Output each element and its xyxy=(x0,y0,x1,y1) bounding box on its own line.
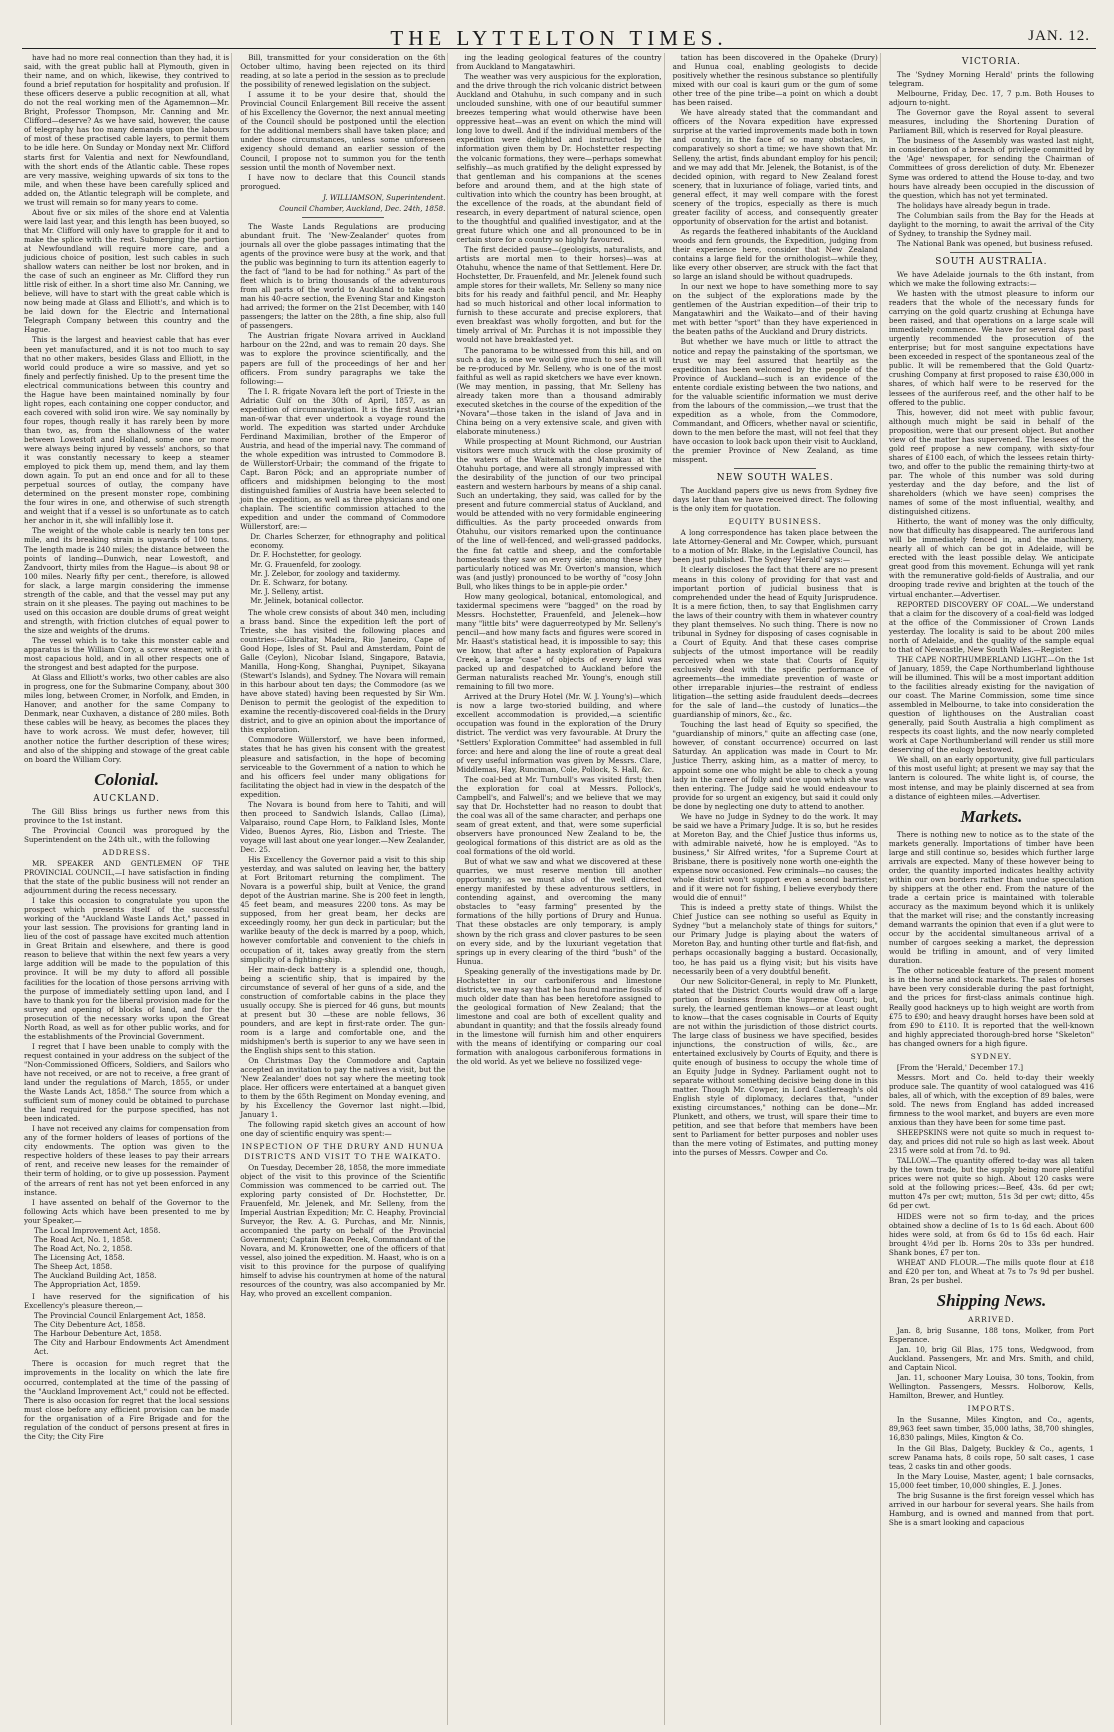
paragraph: [From the 'Herald,' December 17.] xyxy=(896,1062,1024,1072)
paragraph: tation has been discovered in the Opaheke (Drury) and Hunua coal, enabling geologists to decide positively whether the resinous substance so plentifully mixed with our coal is kauri gum or the gum of some other tree of the pine tribe—a point on which a doubt has been raised. xyxy=(672,53,878,108)
paragraph: I have now to declare that this Council stands prorogued. xyxy=(240,172,446,191)
paragraph: HIDES were not so firm to-day, and the prices obtained show a decline of 1s to 1s 6d each. About 600 hides were sold, at from 6s 6d to 15s 6d each. Hair brought 4½d per lb. Horns 20s to 33s per hundred. Shank bones, £7 per ton. xyxy=(888,1211,1095,1257)
paragraph: The I. R. frigate Novara left the port of Trieste in the Adriatic Gulf on the 30th of April, 1857, as an expedition of circumnavigation. It is the first Austrian man-of-war that ever undertook a voyage round the world. The expedition was started under Archduke Ferdinand Maximilian, brother of the Emperor of Austria, and head of the imperial navy. The command of the whole expedition was intrusted to Commodore B. de Wüllerstorf-Urbair; the command of the frigate to Capt. Baron Pöck; and an appropriate number of officers and midshipmen belonging to the most distinguished families of Austria have been selected to join the expedition, as well as three physicians and one chaplain. The scientific commission attached to the expedition and under the command of Commodore Wüllerstorf, are:— xyxy=(240,386,446,532)
subheading-address: ADDRESS. xyxy=(102,847,152,857)
paragraph: The weather was very auspicious for the exploration, and the drive through the rich volcanic district between Auckland and Otahuhu, in such company and in such unclouded sunshine, with one of our beautiful summer breezes tempering what would otherwise have been oppressive heat—was an event on which the mind will long love to dwell. And if the individual members of the expedition were delighted and instructed by the information given them by Dr. Hochstetter respecting the volcanic formations, they were—perhaps somewhat selfishly—as much gratified by the delight expressed by that gentleman and his companions at the scenes before and around them, and at the high state of cultivation into which the country has been brought, at the excellence of the roads, at the abundant field of research, in every department of natural science, open to the thoughtful and qualified investigator, and at the great future which one and all pronounced to be in certain store for a country so highly favoured. xyxy=(456,72,662,244)
paragraph: On Christmas Day the Commodore and Captain accepted an invitation to pay the natives a visit, but the 'New Zealander' does not say where the meeting took place. Her officers were entertained at a banquet given to them by the 65th Regiment on Monday evening, and by his Excellency the Governor last night.—Ibid, January 1. xyxy=(240,1056,446,1120)
paragraph: I have assented on behalf of the Governor to the following Acts which have been presented to me by your Speaker,— xyxy=(24,1197,230,1225)
subheading-victoria: VICTORIA. xyxy=(961,57,1021,67)
list-item: The Appropriation Act, 1859. xyxy=(34,1280,141,1290)
paragraph: I have reserved for the signification of his Excellency's pleasure thereon,— xyxy=(24,1292,230,1311)
paragraph: The weight of the whole cable is nearly ten tons per mile, and its breaking strain is upwards of 100 tons. The length made is 240 miles; the distance between the points of landing—Dunwich, near Lowestoft, and Zandvoort, thirty miles from the Hague—is about 98 or 100 miles. Nearly fifty per cent., therefore, is allowed for slack, a large margin considering the immense strength of the cable, and that the vessel may put any strain on it she pleases. The paying out machines to be used on this occasion are double drums of great weight and strength, with friction clutches of equal power to the size and weights of the drums. xyxy=(24,526,230,635)
section-heading-shipping-news: Shipping News. xyxy=(936,1290,1047,1310)
paragraph: The vessel which is to take this monster cable and apparatus is the William Cory, a screw steamer, with a most capacious hold, and in all other respects one of the strongest and best adapted for the purpose. xyxy=(24,636,230,673)
paragraph: This is indeed a pretty state of things. Whilst the Chief Justice can see nothing so useful as Equity in Sydney "but a melancholy state of things for suitors," our Primary Judge is playing about the waters of Moreton Bay, and hunting other turtle and flat-fish, and perhaps occasionally bagging a bustard. Occasionally, too, he has paid us a flying visit; but his visits have necessarily been of a very doubtful benefit. xyxy=(672,903,878,976)
paragraph: I assume it to be your desire that, should the Provincial Council Enlargement Bill receive the assent of his Excellency the Governor, the next annual meeting of the Council should be postponed until the election for the additional members shall have taken place; and under those circumstances, unless some unforeseen exigency should demand an earlier session of the Council, I propose not to summon you for the tenth session until the month of November next. xyxy=(240,90,446,172)
subheading-auckland: AUCKLAND. xyxy=(93,793,160,804)
paragraph: Melbourne, Friday, Dec. 17, 7 p.m. Both Houses to adjourn to-night. xyxy=(888,89,1095,108)
paragraph: Jan. 10, brig Gil Blas, 175 tons, Wedgwood, from Auckland. Passengers, Mr. and Mrs. Smith, and child, and Captain Nicol. xyxy=(888,1345,1095,1373)
paragraph: The holidays have already begun in trade. xyxy=(896,200,1051,210)
paragraph: The first decided pause—(geologists, naturalists, and artists are mortal men to their horses)—was at Otahuhu, whence the name of that Settlement. Here Dr. Hochstetter, Dr. Frauenfeld, and Mr. Jelenek found such ample stores for their wallets, Mr. Selleny so many nice bits for his ready and faithful pencil, and Mr. Heaphy had so much historical and other local information to furnish to these accurate and precise explorers, that even breakfast was wholly forgotten, and but for the timely arrival of Mr. Purchas it is not impossible they would not have breakfasted yet. xyxy=(456,244,662,345)
paragraph: The coal-bed at Mr. Turnbull's was visited first; then the exploration for coal at Messrs. Pollock's, Campbell's, and Falwell's; and we believe that we may say that Dr. Hochstetter had no reason to doubt that the coal was all of the same character, and perhaps one seam of great extent, and that, were some superficial observers have pronounced New Zealand to be, the geological formations of this district are as old as the coal formations of the old world. xyxy=(456,774,662,857)
reserved-acts-list xyxy=(34,1311,229,1356)
list-item: Mr. J. Selleny, artist. xyxy=(250,586,324,596)
list-item: The Road Act, No. 1, 1858. xyxy=(34,1234,133,1244)
paragraph: While prospecting at Mount Richmond, our Austrian visitors were much struck with the close proximity of the waters of the Waitemata and Manukau at the Otahuhu portage, and were all strongly impressed with the desirability of the junction of our two principal eastern and western harbours by means of a ship canal. Such an undertaking, they said, was called for by the present and future commercial status of Auckland, and would be attended with no very formidable engineering difficulties. As the party proceeded onwards from Otahuhu, our visitors remarked upon the continuance of the line of well-fenced, and well-grassed paddocks, the fine fat cattle and sheep, and the comfortable homesteads they saw on every side; among these they particularly noticed was Mr. Overton's mansion, which was (and justly) pronounced to be worthy of "cosy John Bull, who likes things to be in apple-pie order." xyxy=(456,436,662,591)
paragraph: The whole crew consists of about 340 men, including a brass band. Since the expedition left the port of Trieste, she has visited the following places and countries:—Gibraltar, Madeira, Rio Janeiro, Cape of Good Hope, Isles of St. Paul and Amsterdam, Point de Galle (Ceylon), Nicobar Island, Singapore, Batavia, Manilla, Hong-Kong, Shanghai, Puynipet, Sikayana (Stewart's Islands), and Sydney. The Novara will remain in this harbour about ten days; the Commodore (as we have above stated) having been requested by Sir Wm. Denison to permit the geologist of the expedition to examine the recently-discovered coal-fields in the Drury district, and to give an opinion about the importance of this exploration. xyxy=(240,607,446,735)
paragraph: On Tuesday, December 28, 1858, the more immediate object of the visit to this province of the Scientific Commission was commenced to be carried out. The exploring party consisted of Dr. Hochstetter, Dr. Frauenfeld, Mr. Jelenek, and Mr. Selleny, from the Imperial Austrian Expedition; Mr. C. Heaphy, Provincial Surveyor, the Rev. A. G. Purchas, and Mr. Ninnis, accompanied the party on behalf of the Provincial Government; Captain Bacon Pecek, Commandant of the Novara, and M. Kronowetter, one of the officers of that vessel, also joined the expedition. M. Haast, who is on a visit to this province for the purpose of qualifying himself to advise his countrymen at home of the natural resources of the country, was also accompanied by Mr. Hay, who proved an excellent companion. xyxy=(240,1162,446,1299)
paragraph: This is the largest and heaviest cable that has ever been yet manufactured, and it is not too much to say that no other makers, besides Glass and Elliott, in the world could produce a wire so massive, and yet so finely and perfectly finished. Up to the present time the electrical communications between this country and the Hague have been maintained nominally by four light ropes, each containing one copper conductor, and each covered with solid iron wire. We say nominally by four ropes, though really it has rarely been by more than two, as, from the shallowness of the water between Lowestoft and Holland, some one or more were always being injured by vessels' anchors, so that it was constantly necessary to keep a steamer employed to pick them up, mend them, and lay them down again. To put an end once and for all to these perpetual sources of outlay, the company have determined on the present monster rope, combining the four wires in one, and otherwise of such strength and weight that if a vessel is so unfortunate as to catch her anchor in it, she will infallibly lose it. xyxy=(24,335,230,526)
paragraph: Arrived at the Drury Hotel (Mr. W. J. Young's)—which is now a large two-storied building, and where excellent accommodation is provided,—a scientific occupation was found in the exploration of the Drury district. The verdict was very favourable. At Drury the "Settlers' Exploration Committee" had assembled in full force: and here and along the line of route a great deal of very useful information was given by Messrs. Clare, Middlemas, Hay, Runciman, Cole, Pollock, S. Hall, &c. xyxy=(456,692,662,774)
paragraph: About five or six miles of the shore end at Valentia were laid last year, and this length has been buoyed, so that Mr. Clifford will only have to grapple for it and to make the splice with the rest. Submerging the portion at Newfoundland will require more care, and a judicious choice of position, lest such cables in such shallow waters can neither be lost nor broken, and in the case of such an engineer as Mr. Clifford they run little risk of either. In a short time also Mr. Canning, we believe, will have to start with the great cable which is now being made at Glass and Elliott's, and which is to be laid down for the Electric and International Telegraph Company between this country and the Hague. xyxy=(24,207,230,335)
paragraph: The following rapid sketch gives an account of how one day of scientific enquiry was spent:— xyxy=(240,1120,446,1139)
paragraph: Jan. 11, schooner Mary Louisa, 30 tons, Tookin, from Wellington. Passengers, Messrs. Holborow, Kells, Hamilton, Brewer, and Huntley. xyxy=(888,1373,1095,1401)
paragraph: Our new Solicitor-General, in reply to Mr. Plunkett, stated that the District Courts would draw off a large portion of business from the Supreme Court; but, surely, the learned gentleman knows—or at least ought to know—that the cases cognisable in Courts of Equity are not within the jurisdiction of those district courts. The large class of business we have specified, besides injunctions, the construction of wills, &c., are entertained exclusively by Courts of Equity, and there is quite enough of business to occupy the whole time of an Equity Judge in Sydney. Parliament ought not to separate without something decisive being done in this matter. Though Mr. Cowper, in Lord Castlereagh's old English style of diplomacy, declares that, "under existing circumstances," nothing can be done—Mr. Plunkett, and others, we trust, will spare their time to petition, and see that before that members have been sent to Parliament for better purposes and nobler uses than the mere voting of Estimates, and putting money into the purses of Messrs. Cowper and Co. xyxy=(672,976,878,1158)
paragraph: Bill, transmitted for your consideration on the 6th October ultimo, having been rejected on its third reading, at so late a period in the session as to preclude the possibility of renewed legislation on the subject. xyxy=(240,53,446,90)
subheading-arrived: ARRIVED. xyxy=(968,1314,1015,1324)
paragraph: But of what we saw and what we discovered at these quarries, we must reserve mention till another opportunity; as we must also of the well directed energy manifested by these adventurous settlers, in contending against, and overcoming the many obstacles to "easy farming" presented by the formations of the hilly portions of Drury and Hunua. That these obstacles are only temporary, is amply shown by the rich grass and clover pastures to be seen on every side, and by the luxuriant vegetation that springs up in every clearing of the third "bush" of the Hunua. xyxy=(456,857,662,966)
paragraph: This, however, did not meet with public favour, although much might be said in behalf of the proposition, were that our present object. But another view of the matter has supervened. The lessees of the gold reef propose a new company, with sixty-four shares of £100 each, of which the lessees retain thirty-two, and offer to the public the remaining thirty-two at par. The whole of this number was sold during yesterday and the day before, and the list of shareholders (which we have seen) comprises the names of some of the most influential, wealthy, and distinguished citizens. xyxy=(888,407,1095,517)
paragraph: The other noticeable feature of the present moment is in the horse and stock markets. The sales of horses have been very considerable during the past fortnight, and the prices for first-class animals continue high. Really good hackneys up to high weight are worth from £75 to £90; and heavy draught horses have been sold at from £90 to £110. It is reported that the well-known and highly appreciated thorough-bred horse "Skeleton" has changed owners for a high figure. xyxy=(888,966,1095,1048)
paragraph: THE CAPE NORTHUMBERLAND LIGHT.—On the 1st of January, 1859, the Cape Northumberland lighthouse will be illumined. This will be a most important addition to the facilities already existing for the navigation of our coast. The Marine Commission, some time since assembled in Melbourne, to take into consideration the question of lighthouses on the Australian coast generally, paid South Australia a high compliment as respects its coast lights, and the now nearly completed work at Cape Northumberland will render us still more deserving of the eulogy bestowed. xyxy=(888,654,1095,755)
paragraph: At Glass and Elliott's works, two other cables are also in progress, one for the Submarine Company, about 300 miles long, between Cromer, in Norfolk, and Emden, in Hanover, and another for the same Company to Denmark, near Cuxhaven, a distance of 280 miles. Both these cables will be heavy, as becomes the places they have to work across. We must defer, however, till another notice the further description of these wires; and also of the shipping and stowage of the great cable on board the William Cory. xyxy=(24,673,230,764)
column-5 xyxy=(887,53,1096,1725)
paragraph: The Austrian frigate Novara arrived in Auckland harbour on the 22nd, and was to remain 20 days. She was to explore the province scientifically, and the papers are full of the proceedings of her and her officers. From sundry paragraphs we take the following:— xyxy=(240,331,446,386)
paragraph: The National Bank was opened, but business refused. xyxy=(896,238,1093,248)
paragraph: But whether we have much or little to attract the notice and repay the painstaking of the sportsman, we trust we may feel assured that heartily as the expedition has been welcomed by the people of the Province of Auckland—such is an evidence of the entente cordiale existing between the two nations, and for the valuable scientific information we must derive from the labours of the commission,—we trust that the expedition as a whole, from the Commodore, Commandant, and Officers, whether naval or scientific, down to the men before the mast, will not feel that they have occasion to look back upon their visit to Auckland, the premier Province of New Zealand, as time misspent. xyxy=(672,337,878,465)
paragraph: A long correspondence has taken place between the late Attorney-General and Mr. Cowper, which, pursuant to a motion of Mr. Blake, in the Legislative Council, has been just published. The Sydney 'Herald' says:— xyxy=(672,528,878,565)
paragraph: Commodore Wüllerstorf, we have been informed, states that he has given his consent with the greatest pleasure and satisfaction, in the hope of becoming serviceable to the Government of a nation to which he and his officers feel under many obligations for facilitating the object had in view in the despatch of the expedition. xyxy=(240,735,446,799)
section-heading-markets: Markets. xyxy=(960,806,1023,826)
list-item: The Licensing Act, 1858. xyxy=(34,1252,125,1262)
paragraph: The Columbian sails from the Bay for the Heads at daylight to the morning, to await the arrival of the City of Sydney, to tranship the Sydney mail. xyxy=(888,210,1095,238)
list-item: The Auckland Building Act, 1858. xyxy=(34,1271,157,1280)
columns xyxy=(22,53,1096,1725)
list-item: The Provincial Council Enlargement Act, 1858. xyxy=(34,1311,206,1321)
subheading-sydney: SYDNEY. xyxy=(970,1051,1013,1061)
list-item: The City Debenture Act, 1858. xyxy=(34,1320,146,1330)
paragraph: WHEAT AND FLOUR.—The mills quote flour at £18 and £20 per ton, and Wheat at 7s to 7s 9d per bushel. Bran, 2s per bushel. xyxy=(888,1257,1095,1285)
paragraph: I regret that I have been unable to comply with the request contained in your address on the subject of the "Non-Commissioned Officers, Soldiers, and Sailors who have not received, or are not to receive, a free grant of land under the regulations of March, 1855, or under the Waste Lands Act, 1858." The source from which a sufficient sum of money could be obtained to purchase the land required for the purpose specified, has not been indicated. xyxy=(24,1041,230,1124)
subheading-south-australia: SOUTH AUSTRALIA. xyxy=(935,256,1048,267)
paragraph: We have already stated that the commandant and officers of the Novara expedition have expressed surprise at the varied improvements made both in town and country, in the face of so many obstacles, in comparatively so short a time; we have shown that Mr. Selleny, the artist, finds abundant employ for his pencil; and we may add that Mr. Jelenek, the Botanist, is of the decided opinion, with regard to New Zealand forest scenery, that in luxuriance of foliage, varied tints, and general effect, it may well compare with the forest scenery of the tropics, especially as there is much greater facility of access, and consequently greater opportunity of observation for the artist and botanist. xyxy=(672,108,878,226)
paragraph: His Excellency the Governor paid a visit to this ship yesterday, and was saluted on leaving her, the battery at Fort Britomart returning the compliment. The Novara is a powerful ship, built at Venice, the grand depot of the Austrian marine. She is 200 feet in length, 45 feet beam, and measures 2200 tons. As may be supposed, from her great beam, her decks are exceedingly roomy, her gun deck in particular; but the warlike beauty of the deck is marred by a poop, which, however comfortable and convenient to the chiefs in occupation of it, takes away greatly from the stern simplicity of a fighting-ship. xyxy=(240,855,446,964)
masthead xyxy=(22,14,1096,49)
paragraph: It clearly discloses the fact that there are no present means in this colony of providing for that vast and important portion of judicial business that is comprehended under the head of Equity Jurisprudence. It is a mere fiction, then, to say that Englishmen carry the laws of their country with them in whatever country they plant themselves. No such thing. There is now no tribunal in Sydney for disposing of cases cognisable in a Court of Equity. And that these cases comprise subjects of the utmost importance will be readily perceived when we state that Courts of Equity exclusively deal with the specific performance of agreements—the immediate prevention of waste or other irreparable injuries—the restraint of endless litigation—the setting aside fraudulent deeds—decrees for the sale of land—the custody of lunatics—the guardianship of minors, &c., &c. xyxy=(672,565,878,720)
list-item: The Sheep Act, 1858. xyxy=(34,1261,113,1271)
paragraph: SHEEPSKINS were not quite so much in request to-day, and prices did not rule so high as last week. About 2315 were sold at from 7d. to 9d. xyxy=(888,1128,1095,1156)
paragraph: As regards the feathered inhabitants of the Auckland woods and fern grounds, the Expedition, judging from their experience here, consider that New Zealand contains a large field for the ornithologist—while they, like every other observer, are struck with the fact that so large an island should be without quadrupeds. xyxy=(672,226,878,282)
paragraph: Messrs. Mort and Co. held to-day their weekly produce sale. The quantity of wool catalogued was 416 bales, all of which, with the exception of 89 bales, were sold. The news from England has added increased firmness to the wool market, and buyers are even more anxious than they have been for some time past. xyxy=(888,1072,1095,1128)
paragraph: I take this occasion to congratulate you upon the prospect which presents itself of the successful working of the "Auckland Waste Lands Act," passed in your last session. The provisions for granting land in lieu of the cost of passage have excited much attention in Great Britain and elsewhere, and there is good reason to believe that within the next few years a very large addition will be made to the population of this province. It will be my duty to afford all possible facilities for the location of those persons arriving with the purpose of immediately settling upon land, and I have to thank you for the liberal provision made for the survey and opening of blocks of land, and for the prosecution of the necessary works upon the Great North Road, as well as for other public works, and for the establishments of the Provincial Government. xyxy=(24,896,230,1041)
list-item: Mr. Jelinek, botanical collector. xyxy=(250,595,364,605)
list-item: The Harbour Debenture Act, 1858. xyxy=(34,1329,162,1339)
paragraph: The Provincial Council was prorogued by the Superintendent on the 24th ult., with the following xyxy=(24,825,230,844)
paragraph: Speaking generally of the investigations made by Dr. Hochstetter in our carboniferous and limestone districts, we may say that he has found marine fossils of much older date than has been heretofore assigned to the geological formation of New Zealand; that the limestone and coal are both of excellent quality and abundant in quantity; and that the fossils already found in the limestone will furnish him and other enquirers with the means of identifying or comparing our coal formation with analogous carboniferous formations in the old world. As yet we believe no fossilized vege- xyxy=(456,966,662,1067)
subheading-imports: IMPORTS. xyxy=(967,1404,1016,1414)
paragraph: There is occasion for much regret that the improvements in the locality on which the late fire occurred, contemplated at the time of the passing of the "Auckland Improvement Act," could not be effected. There is also occasion for regret that the local sessions must close before any efficient provision can be made for the organisation of a Fire Brigade and for the regulation of the conduct of persons present at fires in the City; the City Fire xyxy=(24,1359,230,1441)
paragraph: The Gill Bliss brings us further news from this province to the 1st instant. xyxy=(24,806,230,825)
paragraph: We shall, on an early opportunity, give full particulars of this most useful light; at present we may say that the lantern is coloured. The white light is, of course, the most intense, and may be plainly discerned at sea from a distance of eighteen miles.—Advertiser. xyxy=(888,755,1095,801)
signature-place: Council Chamber, Auckland, Dec. 24th, 1858. xyxy=(279,203,446,213)
paragraph: TALLOW.—The quantity offered to-day was all taken by the town trade, but the supply being more plentiful prices were not quite so high. About 120 casks were sold at the following prices:—Beef, 43s. 6d per cwt; mutton 47s per cwt; mutton, 51s 3d per cwt; ditto, 45s 6d per cwt. xyxy=(888,1156,1095,1211)
newspaper-title: THE LYTTELTON TIMES. xyxy=(390,26,728,50)
list-item: Mr. G. Frauenfeld, for zoology. xyxy=(250,559,362,569)
column-3 xyxy=(454,53,664,1725)
paragraph: REPORTED DISCOVERY OF COAL.—We understand that a claim for the discovery of a coal-field was lodged at the office of the Commissioner of Crown Lands yesterday. The locality is said to be about 200 miles north of Adelaide, and the quality of the sample equal to that of Newcastle, New South Wales.—Register. xyxy=(888,599,1095,654)
paragraph: Hitherto, the want of money was the only difficulty, now that difficulty has disappeared. The auriferous land will be immediately fenced in, and the machinery, nearly all of which can be got in Adelaide, will be erected with the least possible delay. We anticipate great good from this movement. Echunga will yet rank with the remunerative gold-fields of Australia, and our drooping trade revive and brighten at the touch of the virtual enchanter.—Advertiser. xyxy=(888,517,1095,599)
signature: J. WILLIAMSON, Superintendent. xyxy=(322,192,446,202)
paragraph: In the Susanne, Miles Kington, and Co., agents, 89,963 feet sawn timber, 35,000 laths, 38,700 shingles, 16,830 palings, Miles, Kington & Co. xyxy=(888,1415,1095,1443)
paragraph: The brig Susanne is the first foreign vessel which has arrived in our harbour for several years. She hails from Hamburg, and is owned and manned from that port. She is a smart looking and capacious xyxy=(888,1490,1095,1527)
paragraph: There is nothing new to notice as to the state of the markets generally. Importations of timber have been large and still continue so, besides which further large arrivals are expected. Many of these however being to order, the quantity imported indicates healthy activity within our own borders rather than undue speculation by shippers at the other end. From the nature of the trade a certain price is maintained with tolerable accuracy as the maximum beyond which it is unlikely that the market will rise; and the constantly increasing demand warrants the opinion that even if a glut were to occur by the accidental simultaneous arrival of a number of cargoes seeking a market, the depression would be trifling in amount, and of very limited duration. xyxy=(888,829,1095,966)
acts-list xyxy=(34,1226,229,1289)
paragraph: Touching the last head of Equity so specified, the "guardianship of minors," quite an affecting case (one, however, of constant occurrence) occurred on last Saturday. An application was made in Court to Mr. Justice Therry, asking him, as a matter of mercy, to appoint some one who might be able to check a young lady in the career of folly and vice upon which she was then entering. The Judge said he would endeavour to provide for so urgent an exigency, but said it could only be done by neglecting one duty to attend to another. xyxy=(672,720,878,811)
paragraph: Jan. 8, brig Susanne, 188 tons, Molker, from Port Esperance. xyxy=(888,1325,1095,1344)
paragraph: In our next we hope to have something more to say on the subject of the explorations made by the gentlemen of the Austrian expedition—of their trip to Mangatawhiri and the Waikato—and of their having met with better "sport" than they have experienced in the beaten paths of the Auckland and Drury districts. xyxy=(672,282,878,337)
subheading-equity-business: EQUITY BUSINESS. xyxy=(728,517,822,527)
commission-list xyxy=(250,532,445,604)
column-4 xyxy=(671,53,881,1725)
paragraph: We have no Judge in Sydney to do the work. It may be said we have a Primary Judge. It is so, but he resides at Moreton Bay, and the Chief Justice thus informs us, with admirable naiveté, how he is employed. "As to business," Sir Alfred writes, "for a Supreme Court at Brisbane, there is positively none worth one-eighth the expense now occasioned. Few criminals—no causes; the whole district won't support even a second barrister; and if it were not for fishing, I believe everybody there would die of ennui!" xyxy=(672,811,878,903)
paragraph: The Waste Lands Regulations are producing abundant fruit. The 'New-Zealander' quotes from journals all over the globe passages intimating that the agents of the province were busy at the work, and that the public was beginning to turn its attention eagerly to the fact of "land to be had for nothing." As part of the fleet which is to bring thousands of the adventurous from all parts of the world to Auckland to take each man his 40-acre section, the Evening Star and Kingston had arrived; the former on the 21st December, with 140 passengers; the latter on the 28th, a fine ship, also full of passengers. xyxy=(240,221,446,331)
list-item: Dr. F. Hochstetter, for geology. xyxy=(250,550,362,560)
subheading-new-south-wales: NEW SOUTH WALES. xyxy=(716,473,834,484)
list-item: The Local Improvement Act, 1858. xyxy=(34,1225,161,1235)
paragraph: Her main-deck battery is a splendid one, though, being a scientific ship, that is impaired by the circumstance of several of her guns of a side, and the construction of comfortable cabins in the place they usually occupy. She is pierced for 46 guns, but mounts at present but 30 —these are noble fellows, 36 pounders, and are kept in first-rate order. The gun-room is a large and comfortable one, and the midshipmen's berth is superior to any we have seen in the English ships sent to this station. xyxy=(240,964,446,1056)
paragraph: ing the leading geological features of the country from Auckland to Mangatawhiri. xyxy=(456,53,662,72)
list-item: Dr. Charles Scherzer, for ethnography and political economy. xyxy=(250,532,446,551)
paragraph: How many geological, botanical, entomological, and taxidermal specimens were "bagged" on the road by Messrs. Hochstetter, Frauenfeld, and Jelenek—how many "little bits" were daguerreotyped by Mr. Selleny's pencil—and how many facts and figures were scored in Mr. Haast's statistical head, it is impossible to say; this we know, that after a hasty exploration of Papakura Creek, a large "case" of objects of every kind was packed up and despatched to Auckland before the German naturalists reached Mr. Young's, enough still remaining to fill two more. xyxy=(456,591,662,692)
divider xyxy=(302,217,384,218)
list-item: Mr. J. Zelebor, for zoology and taxidermy. xyxy=(250,568,401,578)
paragraph: We have Adelaide journals to the 6th instant, from which we make the following extracts:— xyxy=(888,269,1095,288)
paragraph: The business of the Assembly was wasted last night, in consideration of a breach of privilege committed by the 'Age' newspaper, for sending the Chairman of Committees of gross dereliction of duty. Mr. Ebenezer Syme was ordered to attend the House to-day, and two hours have already been occupied in the discussion of the question, which has not yet terminated. xyxy=(888,136,1095,200)
column-2 xyxy=(238,53,448,1725)
issue-date: JAN. 12. xyxy=(1028,28,1090,44)
paragraph: The Auckland papers give us news from Sydney five days later than we have received direct. The following is the only item for quotation. xyxy=(672,486,878,514)
list-item: The Road Act, No. 2, 1858. xyxy=(34,1243,133,1253)
paragraph: In the Gil Blas, Dalgety, Buckley & Co., agents, 1 screw Panama hats, 8 coils rope, 50 salt cases, 1 case teas, 2 casks tin and other goods. xyxy=(888,1443,1095,1471)
column-1 xyxy=(22,53,232,1725)
subheading-inspection: INSPECTION OF THE DRURY AND HUNUA DISTRICTS AND VISIT TO THE WAIKATO. xyxy=(241,1142,444,1161)
paragraph: The Governor gave the Royal assent to several measures, including the Shortening Duration of Parliament Bill, which is reserved for Royal pleasure. xyxy=(888,108,1095,136)
list-item: Dr. E. Schwarz, for botany. xyxy=(250,577,348,587)
paragraph: We hasten with the utmost pleasure to inform our readers that the whole of the necessary funds for carrying on the gold quartz crushing at Echunga have been raised, and that operations on a large scale will immediately commence. We have for several days past urgently recommended the prosecution of the enterprise; but for most sanguine expectations have been exceeded in respect of the spontaneous zeal of the public. It will be remembered that the Gold Quartz-crushing Company at first proposed to raise £30,000 in shares, of which half were to be reserved for the lessees of the auriferous reef, and the other half to be offered to the public. xyxy=(888,288,1095,407)
section-heading-colonial: Colonial. xyxy=(94,769,159,789)
paragraph: have had no more real connection than they had, it is said, with the great public hall at Plymouth, given in their name, and on which, likewise, they contrived to found a brief reputation for hospitality and profusion. If these officers deserve a public recognition at all, what do not the real working men of the Agamemnon—Mr. Bright, Professor Thompson, Mr. Canning and Mr. Clifford—deserve? As we have said, however, the cause of telegraphy has too many demands upon the labours of most of these practised cable layers, to permit them to be idle here. On Sunday or Monday next Mr. Clifford starts first for Valentia and next for Newfoundland, with the short ends of the Atlantic cable. These ropes are very massive, weighing upwards of six tons to the mile, and when these have been carefully spliced and added on, the Atlantic telegraph will be complete, and we trust will remain so for many years to come. xyxy=(24,53,230,207)
paragraph: The panorama to be witnessed from this hill, and on such a day, is one we would give much to see as it will be re-produced by Mr. Selleny, who is one of the most faithful as well as rapid sketchers we have ever known. (We may mention, in passing, that Mr. Selleny has already taken more than a thousand admirably executed sketches in the course of the expedition of the "Novara"—those taken in the island of Java and in China being on a very extensive scale, and given with elaborate minuteness.) xyxy=(456,345,662,436)
divider xyxy=(734,468,816,469)
list-item: The City and Harbour Endowments Act Amendment Act. xyxy=(34,1338,230,1357)
paragraph: The 'Sydney Morning Herald' prints the following telegram. xyxy=(888,70,1095,89)
paragraph: In the Mary Louise, Master, agent; 1 bale cornsacks, 15,000 feet timber, 10,000 shingles, E. J. Jones. xyxy=(888,1471,1095,1490)
paragraph: MR. SPEAKER AND GENTLEMEN OF THE PROVINCIAL COUNCIL,—I have satisfaction in finding that the state of the public business will not render an adjournment during the recess necessary. xyxy=(24,858,230,896)
paragraph: I have not received any claims for compensation from any of the former holders of leases of portions of the city endowments. The option was given to the respective holders of these leases to pay their arrears of rent, and receive new leases for the remainder of their term of holding, or to give up possession. Payment of the arrears of rent has not yet been enforced in any instance. xyxy=(24,1124,230,1197)
divider xyxy=(950,252,1032,253)
paragraph: The Novara is bound from here to Tahiti, and will then proceed to Sandwich Islands, Callao (Lima), Valparaiso, round Cape Horn, to Falkland Isles, Monte Video, Buenos Ayres, Rio, Lisbon and Trieste. The voyage will last about one year longer.—New Zealander, Dec. 25. xyxy=(240,799,446,854)
